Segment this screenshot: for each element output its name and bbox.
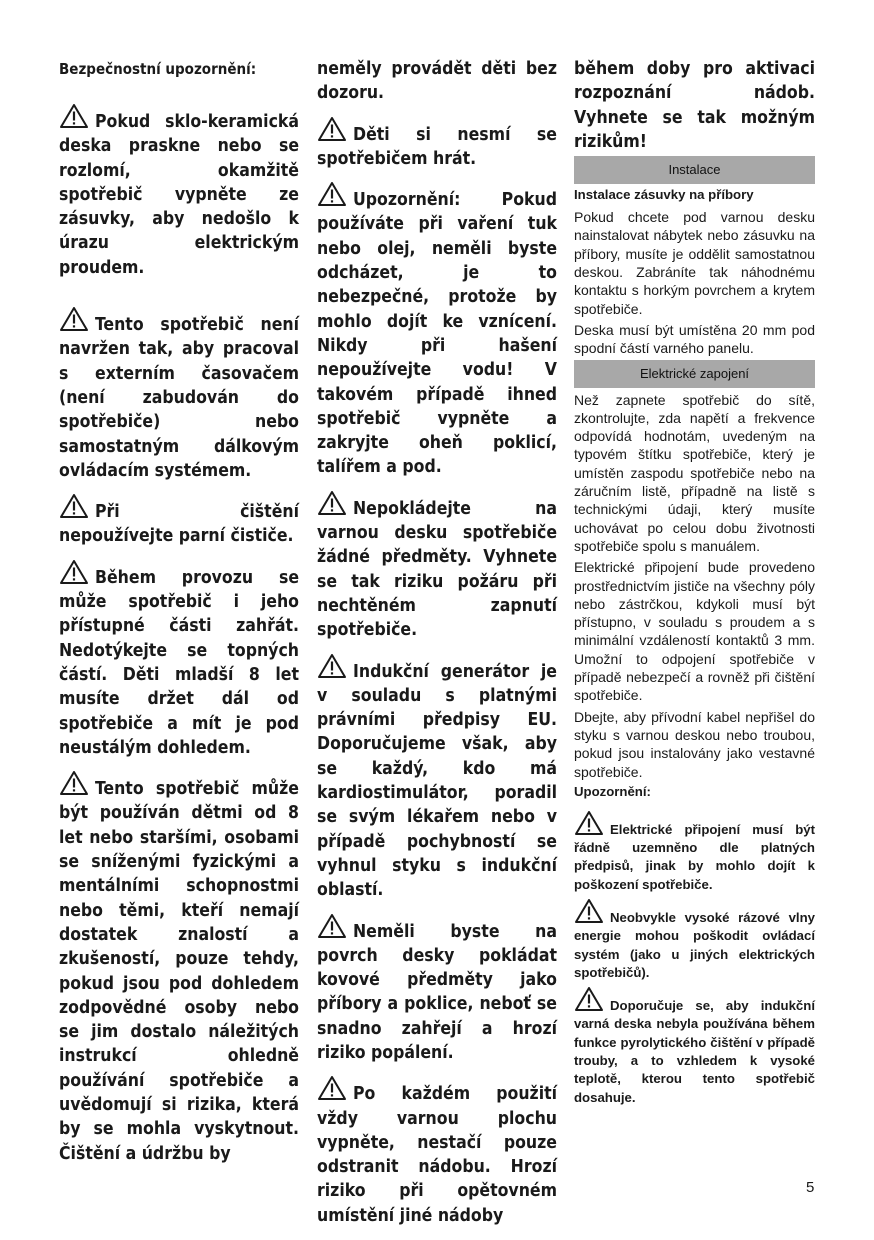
safety-paragraph: Po každém použití vždy varnou plochu vypněte, nestačí pouze odstranit nádobu. Hrozí riziko při opětovném umístění jiné nádoby <box>317 1075 557 1228</box>
section-heading: Bezpečnostní upozornění: <box>59 60 257 78</box>
warning-triangle-icon <box>574 898 604 924</box>
warning-triangle-icon <box>317 116 347 142</box>
safety-paragraph: Děti si nesmí se spotřebičem hrát. <box>317 116 557 172</box>
safety-paragraph: Upozornění: Pokud používáte při vaření tuk nebo olej, neměli byste odcházet, je to nebezpečné, protože by mohlo dojít ke vznícení. Nikdy při hašení nepoužívejte vodu! V takovém případě ihned spotřebič vypněte a zakryjte oheň poklicí, talířem a pod. <box>317 181 557 480</box>
warning-paragraph: Doporučuje se, aby indukční varná deska nebyla používána během funkce pyrolytického čištění v případě trouby, a to vzhledem k vysoké teplotě, kterou tento spotřebič dosahuje. <box>574 986 815 1107</box>
safety-paragraph: Indukční generátor je v souladu s platnými právními předpisy EU. Doporučujeme však, aby se každý, kdo má kardiostimulátor, poradil se svým lékařem nebo v případě pochybností se vyhnul styku s indukční oblastí. <box>317 653 557 903</box>
safety-paragraph: Tento spotřebič může být používán dětmi od 8 let nebo staršími, osobami se sníženými fyzickými a mentálními schopnostmi nebo těmi, kteří nemají dostatek znalostí a zkušeností, pouze tehdy, pokud jsou pod dohledem zodpovědné osoby nebo se jim dostalo náležitých instrukcí ohledně používání spotřebiče a uvědomují si rizika, která by se mohla vyskytnout. Čištění a údržbu by <box>59 770 299 1166</box>
body-paragraph: Než zapnete spotřebič do sítě, zkontrolujte, zda napětí a frekvence odpovídá hodnotám, uvedeným na typovém štítku spotřebiče, který je umístěn zaspodu spotřebiče nebo na záručním listě, případně na listě s technickými údaji, který musíte uchovávat po celou dobu životnosti spotřebiče spolu s manuálem. <box>574 391 815 554</box>
warning-paragraph: Neobvykle vysoké rázové vlny energie mohou poškodit ovládací systém (jako u jiných elektrických spotřebičů). <box>574 898 815 982</box>
safety-paragraph: neměly provádět děti bez dozoru. <box>317 59 557 104</box>
subheading: Instalace zásuvky na příbory <box>574 187 754 203</box>
warning-triangle-icon <box>59 306 89 332</box>
safety-paragraph: Během provozu se může spotřebič i jeho přístupné části zahřát. Nedotýkejte se topných částí. Děti mladší 8 let musíte držet dál od spotřebiče a mít je pod neustálým dohledem. <box>59 559 299 760</box>
safety-paragraph: Nepokládejte na varnou desku spotřebiče žádné předměty. Vyhnete se tak riziku požáru při nechtěném zapnutí spotřebiče. <box>317 490 557 643</box>
warning-paragraph: Elektrické připojení musí být řádně uzemněno dle platných předpisů, jinak by mohlo dojít k poškození spotřebiče. <box>574 810 815 894</box>
section-bar-elektricke-zapojeni: Elektrické zapojení <box>574 360 815 388</box>
safety-paragraph: Neměli byste na povrch desky pokládat kovové předměty jako příbory a poklice, neboť se snadno zahřejí a hrozí riziko popálení. <box>317 913 557 1066</box>
warning-triangle-icon <box>317 490 347 516</box>
body-paragraph: Elektrické připojení bude provedeno prostřednictvím jističe na všechny póly nebo zástrčkou, kdykoli musí být přístupno, v souladu s proudem a s minimální vzdáleností kontaktů 3 mm. Umožní to odpojení spotřebiče v případě nebezpečí a rovněž při čištění spotřebiče. <box>574 559 815 704</box>
body-paragraph: Deska musí být umístěna 20 mm pod spodní částí varného panelu. <box>574 321 815 357</box>
column-middle <box>317 57 557 1238</box>
body-paragraph: Dbejte, aby přívodní kabel nepřišel do styku s varnou deskou nebo troubou, pokud jsou instalovány jako vestavné spotřebiče. <box>574 708 815 780</box>
safety-paragraph: Pokud sklo-keramická deska praskne nebo se rozlomí, okamžitě spotřebič vypněte ze zásuvky, aby nedošlo k úrazu elektrickým proudem. <box>59 103 299 280</box>
subheading: Upozornění: <box>574 783 651 799</box>
body-paragraph: Pokud chcete pod varnou desku nainstalovat nábytek nebo zásuvku na příbory, musíte je oddělit samostatnou deskou. Zabráníte tak náhodnému kontaktu s horkým povrchem a krytem spotřebiče. <box>574 209 815 317</box>
warning-triangle-icon <box>59 559 89 585</box>
warning-triangle-icon <box>317 1075 347 1101</box>
warning-triangle-icon <box>317 913 347 939</box>
section-bar-instalace: Instalace <box>574 156 815 184</box>
warning-triangle-icon <box>317 653 347 679</box>
page-number: 5 <box>806 1179 815 1196</box>
safety-paragraph: Tento spotřebič není navržen tak, aby pracoval s externím časovačem (není zabudován do spotřebiče) nebo samostatným dálkovým ovládacím systémem. <box>59 306 299 483</box>
safety-paragraph: Při čištění nepoužívejte parní čističe. <box>59 493 299 549</box>
warning-triangle-icon <box>59 770 89 796</box>
warning-triangle-icon <box>59 493 89 519</box>
warning-triangle-icon <box>574 810 604 836</box>
warning-triangle-icon <box>317 181 347 207</box>
column-left <box>59 57 299 1176</box>
safety-paragraph: během doby pro aktivaci rozpoznání nádob. Vyhnete se tak možným rizikům! <box>574 59 815 152</box>
warning-triangle-icon <box>574 986 604 1012</box>
warning-triangle-icon <box>59 103 89 129</box>
column-right <box>574 57 815 1107</box>
